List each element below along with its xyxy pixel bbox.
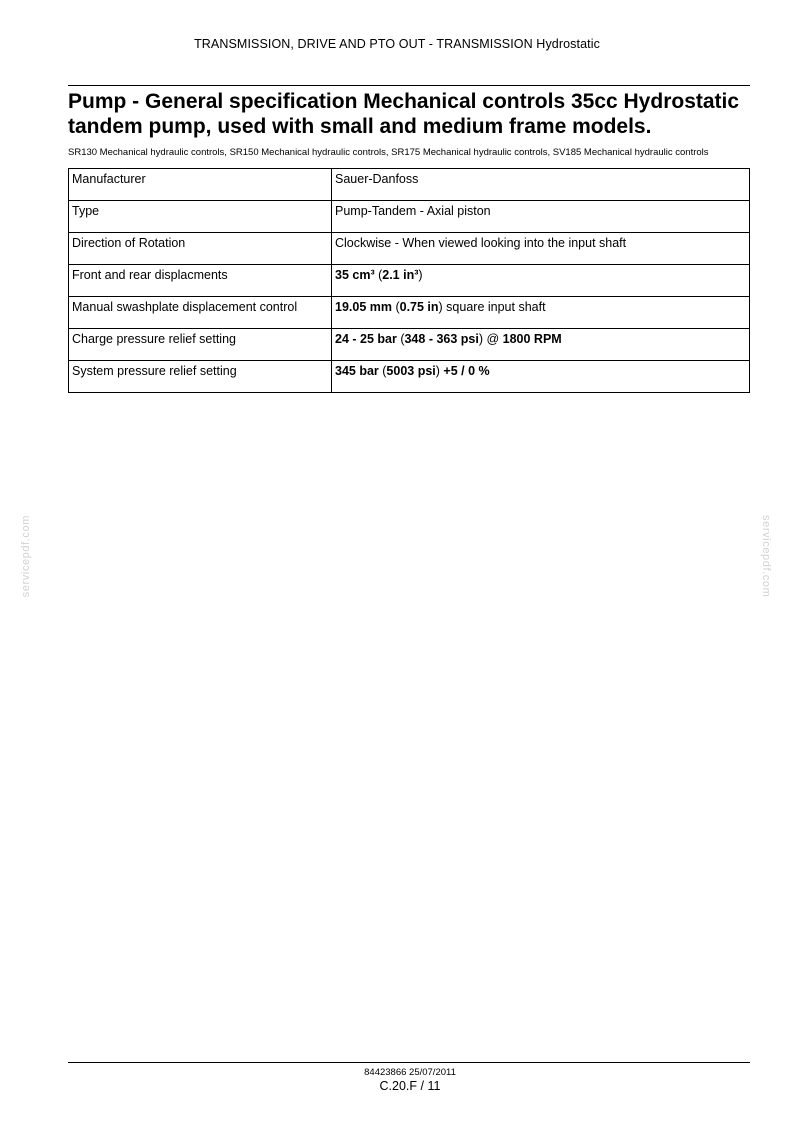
spec-value-text: ) @ (478, 332, 503, 346)
spec-row (69, 297, 750, 329)
spec-value (332, 361, 750, 393)
spec-value-emphasis: 0.75 in (399, 300, 439, 314)
spec-row (69, 233, 750, 265)
watermark-right: servicepdf.com (760, 515, 772, 598)
spec-value (332, 169, 750, 201)
spec-label: Manufacturer (69, 169, 332, 201)
spec-table (68, 168, 750, 393)
spec-value (332, 233, 750, 265)
applicable-models: SR130 Mechanical hydraulic controls, SR150 Mechanical hydraulic controls, SR175 Mechanical hydraulic controls, SV185 Mechanical hydraulic controls (68, 147, 709, 158)
spec-value-emphasis: 5003 psi (386, 364, 436, 378)
spec-value-text: Pump-Tandem - Axial piston (335, 204, 491, 218)
spec-value-emphasis: 35 cm³ (335, 268, 375, 282)
spec-value-text: ( (374, 268, 383, 282)
spec-value (332, 329, 750, 361)
spec-value-text: ) (435, 364, 444, 378)
spec-label: Direction of Rotation (69, 233, 332, 265)
spec-label: Type (69, 201, 332, 233)
spec-row (69, 201, 750, 233)
page-reference: C.20.F / 11 (379, 1079, 441, 1093)
spec-value (332, 297, 750, 329)
spec-row (69, 265, 750, 297)
document-code: 84423866 25/07/2011 (364, 1067, 456, 1078)
footer-rule (68, 1062, 750, 1063)
running-header: TRANSMISSION, DRIVE AND PTO OUT - TRANSMISSION Hydrostatic (194, 37, 600, 51)
spec-value-text: ( (396, 332, 405, 346)
spec-value-emphasis: 2.1 in³ (382, 268, 419, 282)
spec-table-body (69, 169, 750, 393)
spec-value-emphasis: 345 bar (335, 364, 379, 378)
spec-label: Manual swashplate displacement control (69, 297, 332, 329)
spec-value-emphasis: 1800 RPM (502, 332, 562, 346)
spec-row (69, 169, 750, 201)
spec-row (69, 329, 750, 361)
spec-value-text: ) square input shaft (438, 300, 546, 314)
spec-value (332, 265, 750, 297)
spec-label: System pressure relief setting (69, 361, 332, 393)
spec-row (69, 361, 750, 393)
header-rule (68, 85, 750, 86)
spec-value (332, 201, 750, 233)
spec-value-emphasis: 348 - 363 psi (404, 332, 479, 346)
spec-value-emphasis: 24 - 25 bar (335, 332, 397, 346)
section-title: Pump - General specification Mechanical controls 35cc Hydrostatic tandem pump, used with small and medium frame models. (68, 90, 740, 138)
spec-label: Charge pressure relief setting (69, 329, 332, 361)
spec-value-emphasis: 19.05 mm (335, 300, 392, 314)
spec-value-text: ) (418, 268, 423, 282)
spec-value-text: Sauer-Danfoss (335, 172, 419, 186)
spec-value-text: ( (391, 300, 400, 314)
spec-label: Front and rear displacments (69, 265, 332, 297)
spec-value-emphasis: +5 / 0 % (443, 364, 490, 378)
spec-value-text: Clockwise - When viewed looking into the input shaft (335, 236, 627, 250)
spec-value-text: ( (378, 364, 387, 378)
watermark-left: servicepdf.com (20, 515, 32, 598)
